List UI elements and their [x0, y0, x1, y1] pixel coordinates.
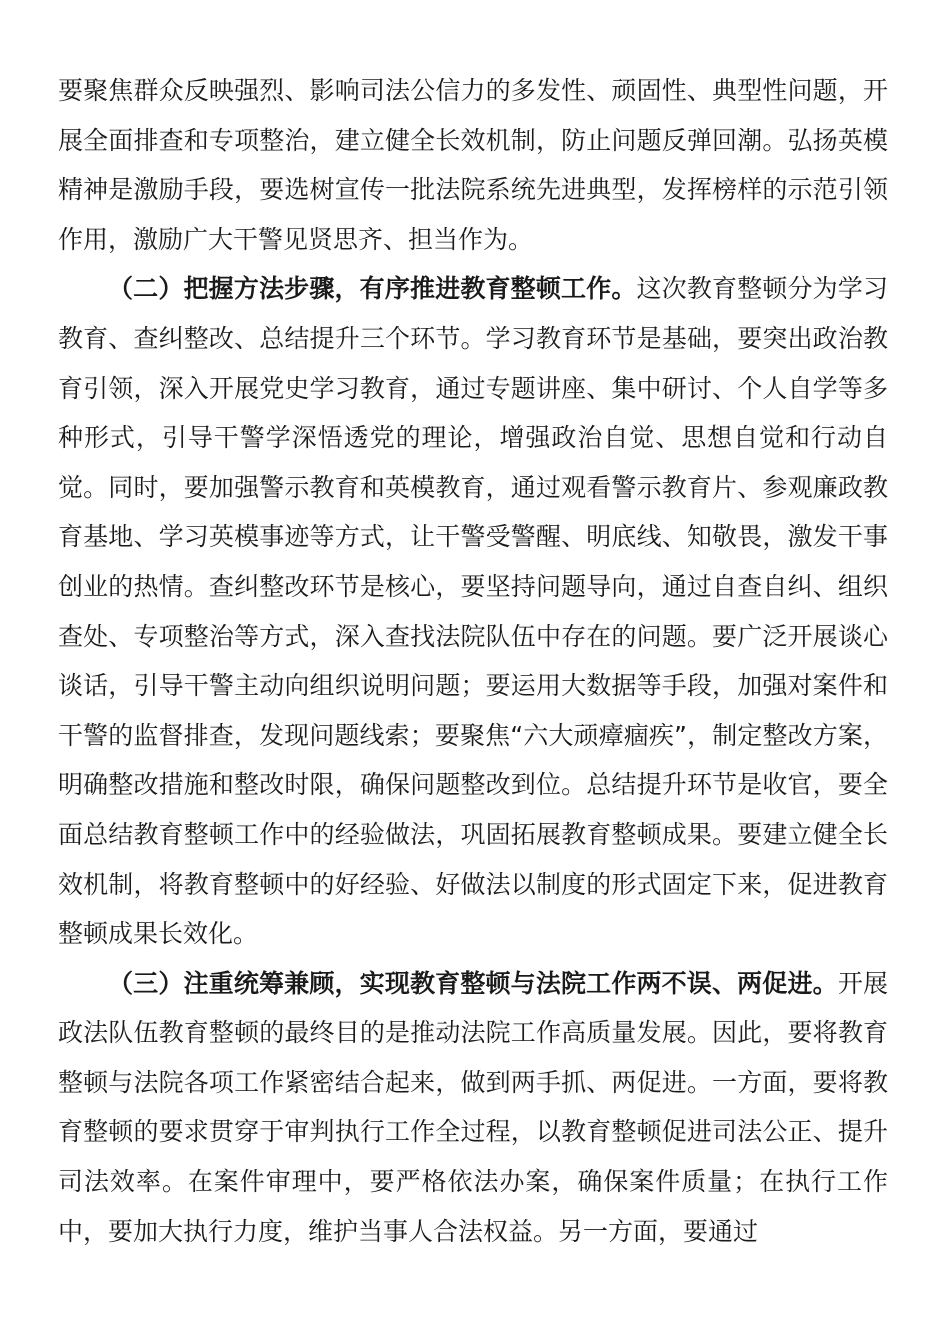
paragraph-2: [58, 264, 888, 958]
document-body: [58, 66, 888, 1256]
paragraph-2-text: 这次教育整顿分为学习教育、查纠整改、总结提升三个环节。学习教育环节是基础，要突出政治教育引领，深入开展党史学习教育，通过专题讲座、集中研讨、个人自学等多种形式，引导干警学深悟透党的理论，增强政治自觉、思想自觉和行动自觉。同时，要加强警示教育和英模教育，通过观看警示教育片、参观廉政教育基地、学习英模事迹等方式，让干警受警醒、明底线、知敬畏，激发干事创业的热情。查纠整改环节是核心，要坚持问题导向，通过自查自纠、组织查处、专项整治等方式，深入查找法院队伍中存在的问题。要广泛开展谈心谈话，引导干警主动向组织说明问题；要运用大数据等手段，加强对案件和干警的监督排查，发现问题线索；要聚焦“六大顽瘴痼疾”，制定整改方案，明确整改措施和整改时限，确保问题整改到位。总结提升环节是收官，要全面总结教育整顿工作中的经验做法，巩固拓展教育整顿成果。要建立健全长效机制，将教育整顿中的好经验、好做法以制度的形式固定下来，促进教育整顿成果长效化。: [58, 274, 888, 949]
paragraph-3-text: 开展政法队伍教育整顿的最终目的是推动法院工作高质量发展。因此，要将教育整顿与法院各项工作紧密结合起来，做到两手抓、两促进。一方面，要将教育整顿的要求贯穿于审判执行工作全过程，以教育整顿促进司法公正、提升司法效率。在案件审理中，要严格依法办案，确保案件质量；在执行工作中，要加大执行力度，维护当事人合法权益。另一方面，要通过: [58, 968, 888, 1246]
paragraph-3: [58, 959, 888, 1257]
paragraph-1-text: 要聚焦群众反映强烈、影响司法公信力的多发性、顽固性、典型性问题，开展全面排查和专项整治，建立健全长效机制，防止问题反弹回潮。弘扬英模精神是激励手段，要选树宣传一批法院系统先进典型，发挥榜样的示范引领作用，激励广大干警见贤思齐、担当作为。: [58, 76, 888, 254]
paragraph-1: [58, 66, 888, 264]
section-heading-3: （三）注重统筹兼顾，实现教育整顿与法院工作两不误、两促进。: [108, 968, 838, 998]
section-heading-2: （二）把握方法步骤，有序推进教育整顿工作。: [108, 274, 637, 304]
